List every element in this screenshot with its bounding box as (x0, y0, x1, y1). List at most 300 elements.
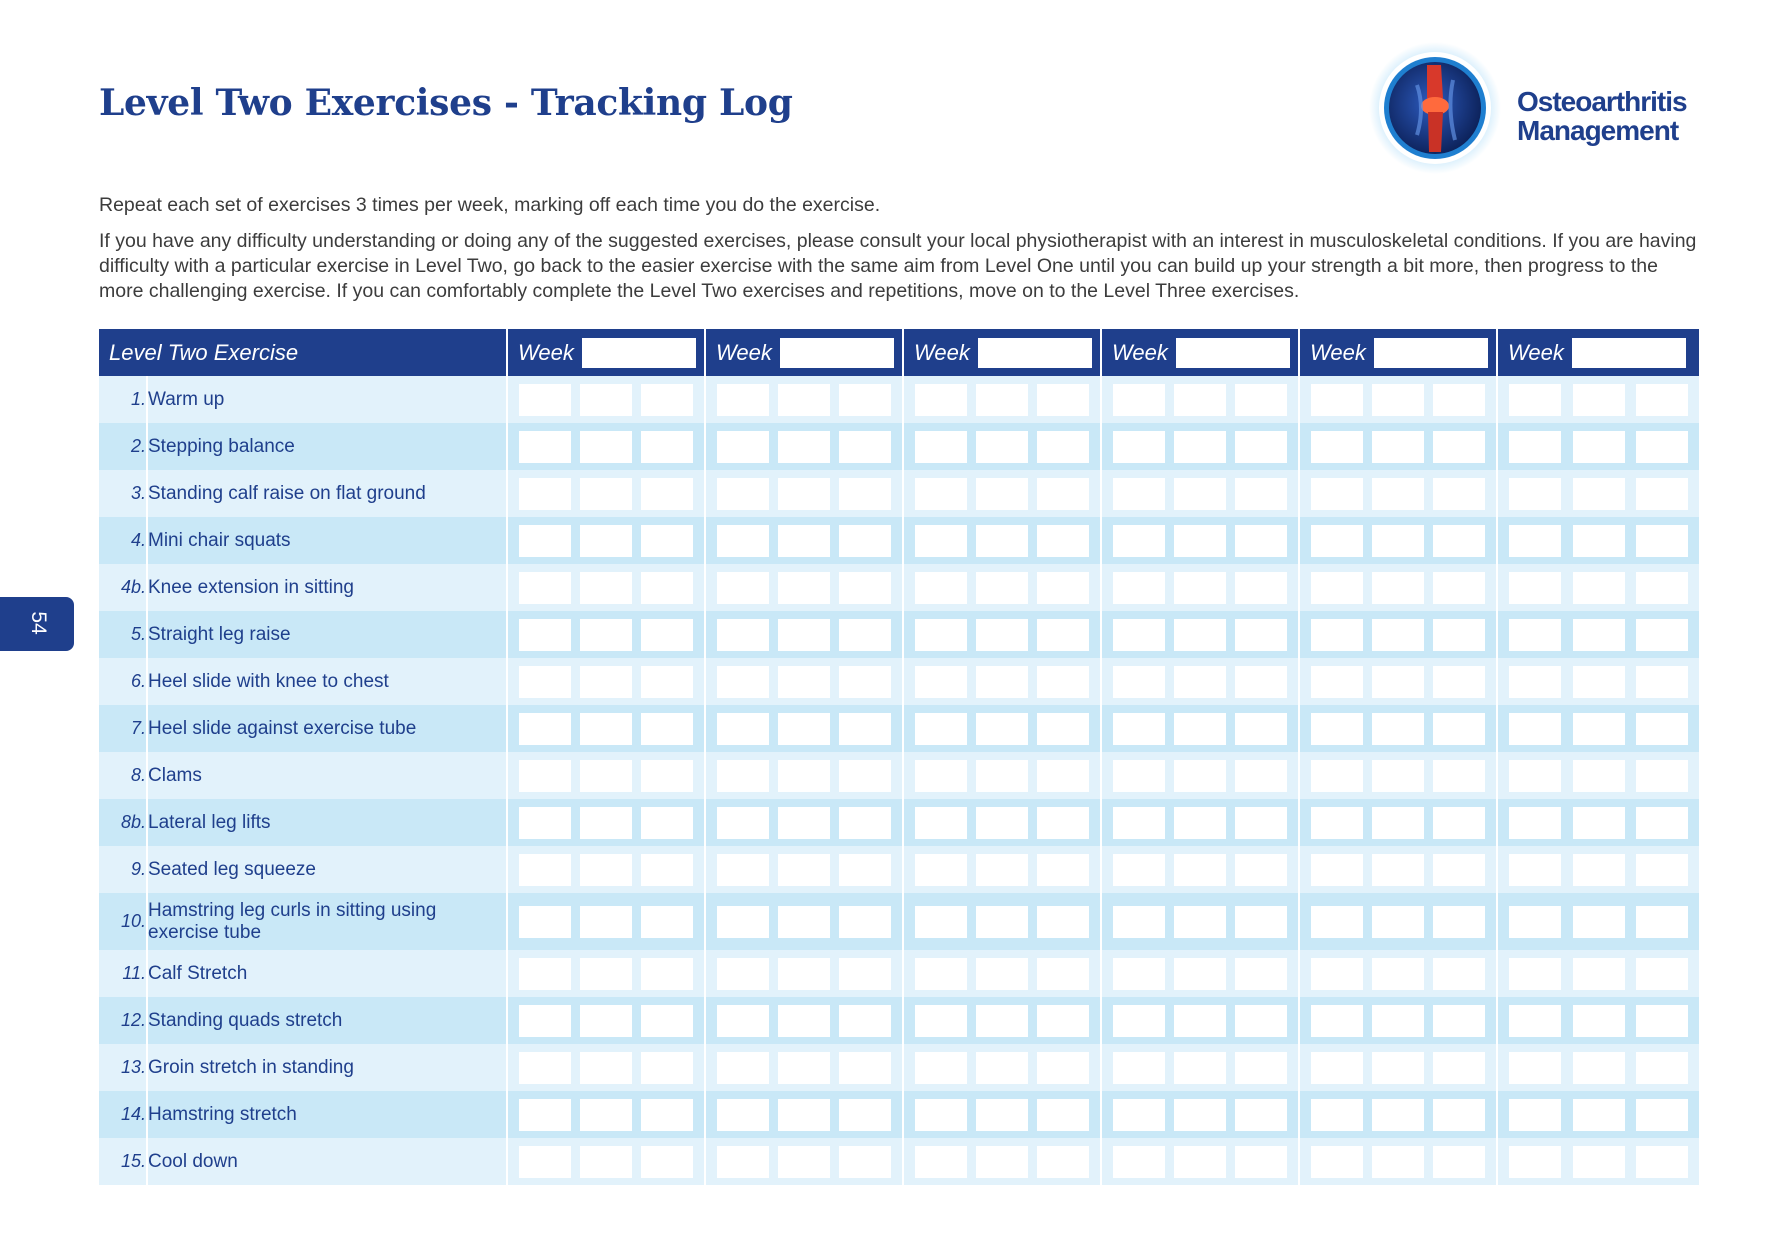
session-checkbox[interactable] (1174, 572, 1226, 604)
session-checkbox[interactable] (1037, 666, 1089, 698)
session-checkbox[interactable] (976, 1099, 1028, 1131)
session-checkbox[interactable] (1037, 619, 1089, 651)
session-checkbox[interactable] (839, 854, 891, 886)
session-checkbox[interactable] (1174, 1146, 1226, 1178)
session-checkbox[interactable] (1372, 713, 1424, 745)
session-checkbox[interactable] (1509, 384, 1561, 416)
session-checkbox[interactable] (519, 1146, 571, 1178)
session-checkbox[interactable] (778, 384, 830, 416)
session-checkbox[interactable] (778, 958, 830, 990)
session-checkbox[interactable] (580, 1005, 632, 1037)
session-checkbox[interactable] (839, 1005, 891, 1037)
session-checkbox[interactable] (1235, 525, 1287, 557)
session-checkbox[interactable] (641, 1005, 693, 1037)
session-checkbox[interactable] (976, 478, 1028, 510)
session-checkbox[interactable] (1174, 1052, 1226, 1084)
session-checkbox[interactable] (1113, 760, 1165, 792)
session-checkbox[interactable] (519, 760, 571, 792)
session-checkbox[interactable] (1235, 384, 1287, 416)
session-checkbox[interactable] (1037, 384, 1089, 416)
session-checkbox[interactable] (1636, 666, 1688, 698)
session-checkbox[interactable] (1509, 1146, 1561, 1178)
session-checkbox[interactable] (1235, 760, 1287, 792)
session-checkbox[interactable] (1636, 619, 1688, 651)
session-checkbox[interactable] (915, 958, 967, 990)
session-checkbox[interactable] (976, 619, 1028, 651)
session-checkbox[interactable] (1636, 1052, 1688, 1084)
session-checkbox[interactable] (717, 1099, 769, 1131)
session-checkbox[interactable] (519, 854, 571, 886)
session-checkbox[interactable] (1235, 906, 1287, 938)
session-checkbox[interactable] (717, 854, 769, 886)
session-checkbox[interactable] (1573, 807, 1625, 839)
session-checkbox[interactable] (1037, 713, 1089, 745)
session-checkbox[interactable] (1433, 619, 1485, 651)
week-date-field[interactable] (1176, 338, 1290, 368)
session-checkbox[interactable] (1573, 1005, 1625, 1037)
session-checkbox[interactable] (778, 1052, 830, 1084)
session-checkbox[interactable] (1113, 478, 1165, 510)
session-checkbox[interactable] (1636, 958, 1688, 990)
session-checkbox[interactable] (717, 1146, 769, 1178)
session-checkbox[interactable] (1113, 525, 1165, 557)
session-checkbox[interactable] (1433, 1005, 1485, 1037)
session-checkbox[interactable] (1311, 906, 1363, 938)
session-checkbox[interactable] (1372, 478, 1424, 510)
session-checkbox[interactable] (1573, 525, 1625, 557)
session-checkbox[interactable] (641, 384, 693, 416)
session-checkbox[interactable] (580, 1052, 632, 1084)
session-checkbox[interactable] (778, 431, 830, 463)
session-checkbox[interactable] (1311, 713, 1363, 745)
session-checkbox[interactable] (839, 619, 891, 651)
session-checkbox[interactable] (1174, 906, 1226, 938)
session-checkbox[interactable] (1372, 619, 1424, 651)
session-checkbox[interactable] (717, 666, 769, 698)
session-checkbox[interactable] (1311, 1099, 1363, 1131)
session-checkbox[interactable] (1372, 807, 1424, 839)
session-checkbox[interactable] (580, 958, 632, 990)
session-checkbox[interactable] (717, 713, 769, 745)
session-checkbox[interactable] (1235, 854, 1287, 886)
session-checkbox[interactable] (1573, 666, 1625, 698)
session-checkbox[interactable] (976, 958, 1028, 990)
session-checkbox[interactable] (1113, 384, 1165, 416)
session-checkbox[interactable] (1174, 619, 1226, 651)
session-checkbox[interactable] (1573, 431, 1625, 463)
session-checkbox[interactable] (839, 384, 891, 416)
session-checkbox[interactable] (839, 760, 891, 792)
session-checkbox[interactable] (1311, 1052, 1363, 1084)
session-checkbox[interactable] (519, 431, 571, 463)
session-checkbox[interactable] (717, 525, 769, 557)
session-checkbox[interactable] (717, 478, 769, 510)
session-checkbox[interactable] (1311, 1146, 1363, 1178)
session-checkbox[interactable] (1174, 1005, 1226, 1037)
session-checkbox[interactable] (1113, 1099, 1165, 1131)
session-checkbox[interactable] (1372, 384, 1424, 416)
session-checkbox[interactable] (1573, 1146, 1625, 1178)
session-checkbox[interactable] (1509, 525, 1561, 557)
session-checkbox[interactable] (915, 854, 967, 886)
session-checkbox[interactable] (1235, 807, 1287, 839)
session-checkbox[interactable] (580, 1146, 632, 1178)
session-checkbox[interactable] (1311, 384, 1363, 416)
session-checkbox[interactable] (1174, 807, 1226, 839)
session-checkbox[interactable] (1174, 384, 1226, 416)
session-checkbox[interactable] (915, 666, 967, 698)
session-checkbox[interactable] (976, 431, 1028, 463)
session-checkbox[interactable] (1433, 713, 1485, 745)
session-checkbox[interactable] (1311, 478, 1363, 510)
session-checkbox[interactable] (1311, 807, 1363, 839)
session-checkbox[interactable] (519, 906, 571, 938)
session-checkbox[interactable] (580, 760, 632, 792)
session-checkbox[interactable] (1636, 1099, 1688, 1131)
session-checkbox[interactable] (778, 854, 830, 886)
session-checkbox[interactable] (1174, 666, 1226, 698)
session-checkbox[interactable] (1235, 958, 1287, 990)
session-checkbox[interactable] (717, 431, 769, 463)
session-checkbox[interactable] (717, 619, 769, 651)
session-checkbox[interactable] (1113, 1052, 1165, 1084)
session-checkbox[interactable] (1311, 525, 1363, 557)
session-checkbox[interactable] (1636, 807, 1688, 839)
session-checkbox[interactable] (1174, 958, 1226, 990)
session-checkbox[interactable] (915, 906, 967, 938)
session-checkbox[interactable] (519, 525, 571, 557)
session-checkbox[interactable] (1573, 1052, 1625, 1084)
session-checkbox[interactable] (1509, 572, 1561, 604)
session-checkbox[interactable] (1037, 572, 1089, 604)
session-checkbox[interactable] (1311, 958, 1363, 990)
session-checkbox[interactable] (641, 525, 693, 557)
session-checkbox[interactable] (1372, 572, 1424, 604)
week-date-field[interactable] (978, 338, 1092, 368)
session-checkbox[interactable] (580, 525, 632, 557)
session-checkbox[interactable] (1509, 431, 1561, 463)
session-checkbox[interactable] (1509, 619, 1561, 651)
session-checkbox[interactable] (1113, 1146, 1165, 1178)
session-checkbox[interactable] (641, 619, 693, 651)
session-checkbox[interactable] (1235, 713, 1287, 745)
session-checkbox[interactable] (1573, 1099, 1625, 1131)
session-checkbox[interactable] (519, 619, 571, 651)
session-checkbox[interactable] (915, 431, 967, 463)
session-checkbox[interactable] (1235, 1146, 1287, 1178)
session-checkbox[interactable] (976, 713, 1028, 745)
session-checkbox[interactable] (778, 1099, 830, 1131)
session-checkbox[interactable] (1433, 1099, 1485, 1131)
session-checkbox[interactable] (839, 666, 891, 698)
session-checkbox[interactable] (580, 713, 632, 745)
session-checkbox[interactable] (1636, 713, 1688, 745)
session-checkbox[interactable] (1433, 1052, 1485, 1084)
session-checkbox[interactable] (1636, 478, 1688, 510)
session-checkbox[interactable] (839, 478, 891, 510)
session-checkbox[interactable] (1113, 854, 1165, 886)
session-checkbox[interactable] (1636, 384, 1688, 416)
session-checkbox[interactable] (1113, 666, 1165, 698)
session-checkbox[interactable] (641, 906, 693, 938)
session-checkbox[interactable] (1433, 906, 1485, 938)
session-checkbox[interactable] (1636, 1005, 1688, 1037)
session-checkbox[interactable] (778, 807, 830, 839)
session-checkbox[interactable] (519, 1005, 571, 1037)
session-checkbox[interactable] (641, 431, 693, 463)
session-checkbox[interactable] (1174, 1099, 1226, 1131)
session-checkbox[interactable] (1636, 431, 1688, 463)
session-checkbox[interactable] (717, 760, 769, 792)
session-checkbox[interactable] (519, 958, 571, 990)
session-checkbox[interactable] (1037, 1005, 1089, 1037)
session-checkbox[interactable] (1433, 525, 1485, 557)
session-checkbox[interactable] (1372, 1099, 1424, 1131)
session-checkbox[interactable] (1433, 807, 1485, 839)
session-checkbox[interactable] (915, 384, 967, 416)
session-checkbox[interactable] (1433, 572, 1485, 604)
session-checkbox[interactable] (1372, 525, 1424, 557)
session-checkbox[interactable] (1037, 807, 1089, 839)
session-checkbox[interactable] (580, 478, 632, 510)
session-checkbox[interactable] (915, 807, 967, 839)
session-checkbox[interactable] (976, 854, 1028, 886)
session-checkbox[interactable] (1311, 619, 1363, 651)
session-checkbox[interactable] (1311, 572, 1363, 604)
session-checkbox[interactable] (1174, 478, 1226, 510)
session-checkbox[interactable] (1037, 1052, 1089, 1084)
session-checkbox[interactable] (717, 1052, 769, 1084)
session-checkbox[interactable] (1573, 958, 1625, 990)
session-checkbox[interactable] (1235, 431, 1287, 463)
session-checkbox[interactable] (1235, 1099, 1287, 1131)
session-checkbox[interactable] (778, 1146, 830, 1178)
session-checkbox[interactable] (717, 958, 769, 990)
session-checkbox[interactable] (1372, 431, 1424, 463)
session-checkbox[interactable] (778, 525, 830, 557)
session-checkbox[interactable] (839, 525, 891, 557)
session-checkbox[interactable] (839, 572, 891, 604)
session-checkbox[interactable] (976, 572, 1028, 604)
session-checkbox[interactable] (976, 666, 1028, 698)
session-checkbox[interactable] (1113, 1005, 1165, 1037)
session-checkbox[interactable] (976, 384, 1028, 416)
session-checkbox[interactable] (778, 478, 830, 510)
session-checkbox[interactable] (1174, 525, 1226, 557)
session-checkbox[interactable] (778, 1005, 830, 1037)
session-checkbox[interactable] (778, 906, 830, 938)
session-checkbox[interactable] (717, 1005, 769, 1037)
session-checkbox[interactable] (1433, 431, 1485, 463)
session-checkbox[interactable] (519, 478, 571, 510)
session-checkbox[interactable] (1235, 1005, 1287, 1037)
session-checkbox[interactable] (1311, 760, 1363, 792)
session-checkbox[interactable] (717, 807, 769, 839)
session-checkbox[interactable] (1113, 619, 1165, 651)
session-checkbox[interactable] (1509, 854, 1561, 886)
session-checkbox[interactable] (580, 1099, 632, 1131)
session-checkbox[interactable] (1636, 1146, 1688, 1178)
session-checkbox[interactable] (641, 713, 693, 745)
session-checkbox[interactable] (1509, 478, 1561, 510)
session-checkbox[interactable] (1311, 854, 1363, 886)
session-checkbox[interactable] (1573, 384, 1625, 416)
session-checkbox[interactable] (1174, 854, 1226, 886)
session-checkbox[interactable] (1636, 572, 1688, 604)
session-checkbox[interactable] (839, 1052, 891, 1084)
session-checkbox[interactable] (519, 572, 571, 604)
session-checkbox[interactable] (580, 854, 632, 886)
session-checkbox[interactable] (1311, 666, 1363, 698)
session-checkbox[interactable] (1636, 525, 1688, 557)
session-checkbox[interactable] (976, 1005, 1028, 1037)
week-date-field[interactable] (582, 338, 696, 368)
session-checkbox[interactable] (580, 572, 632, 604)
session-checkbox[interactable] (839, 958, 891, 990)
session-checkbox[interactable] (1372, 1052, 1424, 1084)
session-checkbox[interactable] (1037, 854, 1089, 886)
session-checkbox[interactable] (976, 760, 1028, 792)
session-checkbox[interactable] (1235, 666, 1287, 698)
session-checkbox[interactable] (580, 619, 632, 651)
session-checkbox[interactable] (915, 1146, 967, 1178)
session-checkbox[interactable] (641, 760, 693, 792)
session-checkbox[interactable] (1509, 1099, 1561, 1131)
week-date-field[interactable] (1572, 338, 1686, 368)
session-checkbox[interactable] (641, 807, 693, 839)
session-checkbox[interactable] (1509, 666, 1561, 698)
session-checkbox[interactable] (839, 807, 891, 839)
session-checkbox[interactable] (580, 666, 632, 698)
session-checkbox[interactable] (778, 713, 830, 745)
session-checkbox[interactable] (1509, 1005, 1561, 1037)
session-checkbox[interactable] (1113, 958, 1165, 990)
session-checkbox[interactable] (976, 807, 1028, 839)
session-checkbox[interactable] (1433, 666, 1485, 698)
session-checkbox[interactable] (915, 1052, 967, 1084)
session-checkbox[interactable] (1573, 760, 1625, 792)
session-checkbox[interactable] (519, 384, 571, 416)
session-checkbox[interactable] (778, 619, 830, 651)
session-checkbox[interactable] (1573, 713, 1625, 745)
session-checkbox[interactable] (915, 572, 967, 604)
session-checkbox[interactable] (717, 572, 769, 604)
session-checkbox[interactable] (641, 572, 693, 604)
session-checkbox[interactable] (1037, 1099, 1089, 1131)
session-checkbox[interactable] (1372, 1005, 1424, 1037)
session-checkbox[interactable] (1235, 619, 1287, 651)
session-checkbox[interactable] (1037, 906, 1089, 938)
session-checkbox[interactable] (915, 525, 967, 557)
session-checkbox[interactable] (1235, 572, 1287, 604)
session-checkbox[interactable] (915, 760, 967, 792)
session-checkbox[interactable] (641, 666, 693, 698)
session-checkbox[interactable] (915, 713, 967, 745)
session-checkbox[interactable] (1037, 958, 1089, 990)
session-checkbox[interactable] (1372, 854, 1424, 886)
session-checkbox[interactable] (1174, 431, 1226, 463)
session-checkbox[interactable] (1174, 760, 1226, 792)
session-checkbox[interactable] (1433, 958, 1485, 990)
session-checkbox[interactable] (915, 1099, 967, 1131)
session-checkbox[interactable] (641, 958, 693, 990)
session-checkbox[interactable] (1509, 906, 1561, 938)
session-checkbox[interactable] (1372, 666, 1424, 698)
session-checkbox[interactable] (641, 1099, 693, 1131)
session-checkbox[interactable] (580, 906, 632, 938)
session-checkbox[interactable] (976, 1146, 1028, 1178)
session-checkbox[interactable] (1509, 760, 1561, 792)
session-checkbox[interactable] (1573, 572, 1625, 604)
session-checkbox[interactable] (1509, 807, 1561, 839)
session-checkbox[interactable] (519, 1099, 571, 1131)
session-checkbox[interactable] (1113, 713, 1165, 745)
session-checkbox[interactable] (839, 713, 891, 745)
session-checkbox[interactable] (519, 713, 571, 745)
session-checkbox[interactable] (1636, 906, 1688, 938)
session-checkbox[interactable] (778, 666, 830, 698)
session-checkbox[interactable] (1311, 1005, 1363, 1037)
session-checkbox[interactable] (976, 1052, 1028, 1084)
session-checkbox[interactable] (1037, 431, 1089, 463)
session-checkbox[interactable] (1113, 807, 1165, 839)
session-checkbox[interactable] (839, 1146, 891, 1178)
session-checkbox[interactable] (1372, 760, 1424, 792)
session-checkbox[interactable] (778, 572, 830, 604)
session-checkbox[interactable] (778, 760, 830, 792)
week-date-field[interactable] (780, 338, 894, 368)
session-checkbox[interactable] (1509, 1052, 1561, 1084)
session-checkbox[interactable] (839, 906, 891, 938)
session-checkbox[interactable] (1509, 713, 1561, 745)
week-date-field[interactable] (1374, 338, 1488, 368)
session-checkbox[interactable] (915, 478, 967, 510)
session-checkbox[interactable] (1573, 854, 1625, 886)
session-checkbox[interactable] (519, 1052, 571, 1084)
session-checkbox[interactable] (1235, 478, 1287, 510)
session-checkbox[interactable] (1573, 619, 1625, 651)
session-checkbox[interactable] (1433, 478, 1485, 510)
session-checkbox[interactable] (839, 1099, 891, 1131)
session-checkbox[interactable] (580, 807, 632, 839)
session-checkbox[interactable] (519, 666, 571, 698)
session-checkbox[interactable] (580, 384, 632, 416)
session-checkbox[interactable] (976, 906, 1028, 938)
session-checkbox[interactable] (1113, 431, 1165, 463)
session-checkbox[interactable] (1433, 384, 1485, 416)
session-checkbox[interactable] (1433, 854, 1485, 886)
session-checkbox[interactable] (1573, 906, 1625, 938)
session-checkbox[interactable] (1372, 1146, 1424, 1178)
session-checkbox[interactable] (1235, 1052, 1287, 1084)
session-checkbox[interactable] (580, 431, 632, 463)
session-checkbox[interactable] (915, 1005, 967, 1037)
session-checkbox[interactable] (976, 525, 1028, 557)
session-checkbox[interactable] (641, 478, 693, 510)
session-checkbox[interactable] (1509, 958, 1561, 990)
session-checkbox[interactable] (1113, 572, 1165, 604)
session-checkbox[interactable] (519, 807, 571, 839)
session-checkbox[interactable] (1037, 760, 1089, 792)
session-checkbox[interactable] (1174, 713, 1226, 745)
session-checkbox[interactable] (1372, 906, 1424, 938)
session-checkbox[interactable] (1037, 1146, 1089, 1178)
session-checkbox[interactable] (1037, 478, 1089, 510)
session-checkbox[interactable] (717, 384, 769, 416)
session-checkbox[interactable] (641, 854, 693, 886)
session-checkbox[interactable] (1037, 525, 1089, 557)
session-checkbox[interactable] (1311, 431, 1363, 463)
